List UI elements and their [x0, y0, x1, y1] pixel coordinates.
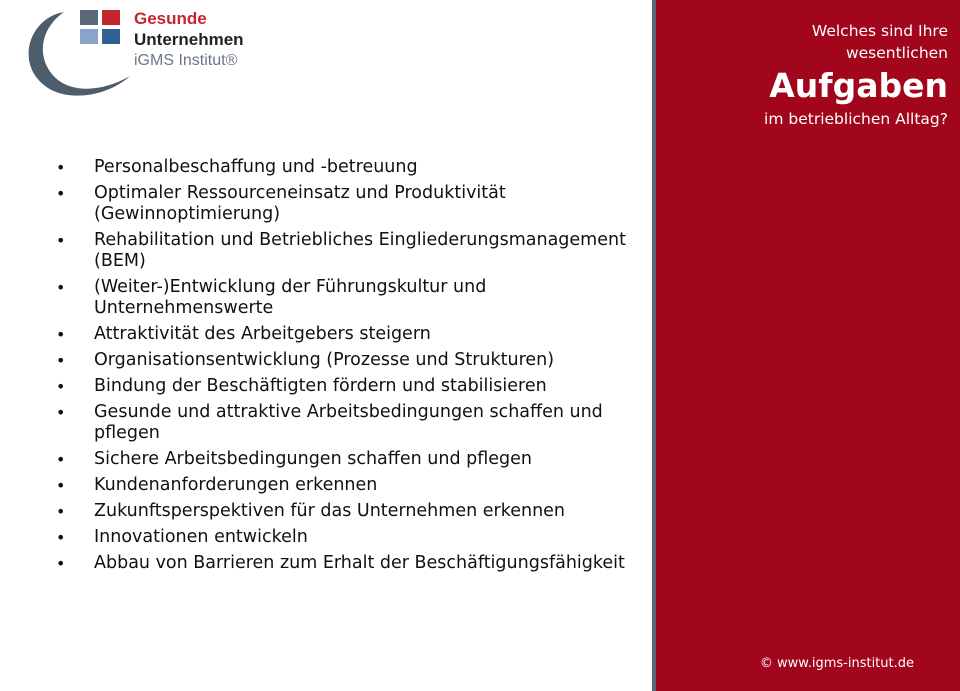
logo-text [134, 8, 244, 71]
question-line-1: Welches sind Ihre [811, 22, 948, 40]
panel-question [764, 20, 948, 130]
list-item [52, 475, 632, 496]
list-item-text: Gesunde und attraktive Arbeitsbedingungen schaffen und pflegen [94, 402, 603, 443]
bullet-icon: • [56, 158, 66, 177]
list-item-text: Zukunftsperspektiven für das Unternehmen erkennen [94, 501, 566, 521]
list-item-text: Bindung der Beschäftigten fördern und stabilisieren [94, 376, 547, 396]
question-line-4: im betrieblichen Alltag? [764, 110, 948, 128]
list-item-text: Innovationen entwickeln [94, 527, 308, 547]
list-item-text: Rehabilitation und Betriebliches Eingliederungsmanagement (BEM) [94, 230, 626, 271]
logo-mark-icon [18, 6, 133, 98]
bullet-icon: • [56, 450, 66, 469]
bullet-icon: • [56, 528, 66, 547]
list-item [52, 402, 632, 444]
panel-divider [652, 0, 656, 691]
list-item [52, 277, 632, 319]
bullet-icon: • [56, 502, 66, 521]
bullet-icon: • [56, 476, 66, 495]
logo-line-gesunde: Gesunde [134, 9, 207, 28]
logo-line-institut: iGMS Institut® [134, 52, 238, 69]
list-item [52, 501, 632, 522]
bullet-icon: • [56, 231, 66, 250]
bullet-icon: • [56, 184, 66, 203]
list-item [52, 350, 632, 371]
list-item-text: Attraktivität des Arbeitgebers steigern [94, 324, 431, 344]
copyright-notice: © www.igms-institut.de [759, 656, 914, 671]
list-item-text: Abbau von Barrieren zum Erhalt der Beschäftigungsfähigkeit [94, 553, 625, 573]
list-item [52, 157, 632, 178]
list-item [52, 230, 632, 272]
list-item [52, 553, 632, 574]
bullet-icon: • [56, 325, 66, 344]
list-item [52, 449, 632, 470]
list-item-text: Personalbeschaffung und -betreuung [94, 157, 418, 177]
list-item-text: Organisationsentwicklung (Prozesse und Strukturen) [94, 350, 555, 370]
bullet-icon: • [56, 351, 66, 370]
bullet-icon: • [56, 377, 66, 396]
list-item-text: Sichere Arbeitsbedingungen schaffen und pflegen [94, 449, 532, 469]
list-item [52, 376, 632, 397]
list-item [52, 527, 632, 548]
question-line-2: wesentlichen [845, 44, 948, 62]
list-item [52, 183, 632, 225]
bullet-icon: • [56, 403, 66, 422]
list-item-text: (Weiter-)Entwicklung der Führungskultur und Unternehmenswerte [94, 277, 487, 318]
task-list [52, 157, 632, 579]
list-item-text: Kundenanforderungen erkennen [94, 475, 378, 495]
logo-line-unternehmen: Unternehmen [134, 30, 244, 49]
bullet-icon: • [56, 278, 66, 297]
list-item [52, 324, 632, 345]
list-item-text: Optimaler Ressourceneinsatz und Produktivität (Gewinnoptimierung) [94, 183, 506, 224]
bullet-icon: • [56, 554, 66, 573]
logo [18, 6, 278, 98]
question-highlight: Aufgaben [769, 66, 948, 105]
